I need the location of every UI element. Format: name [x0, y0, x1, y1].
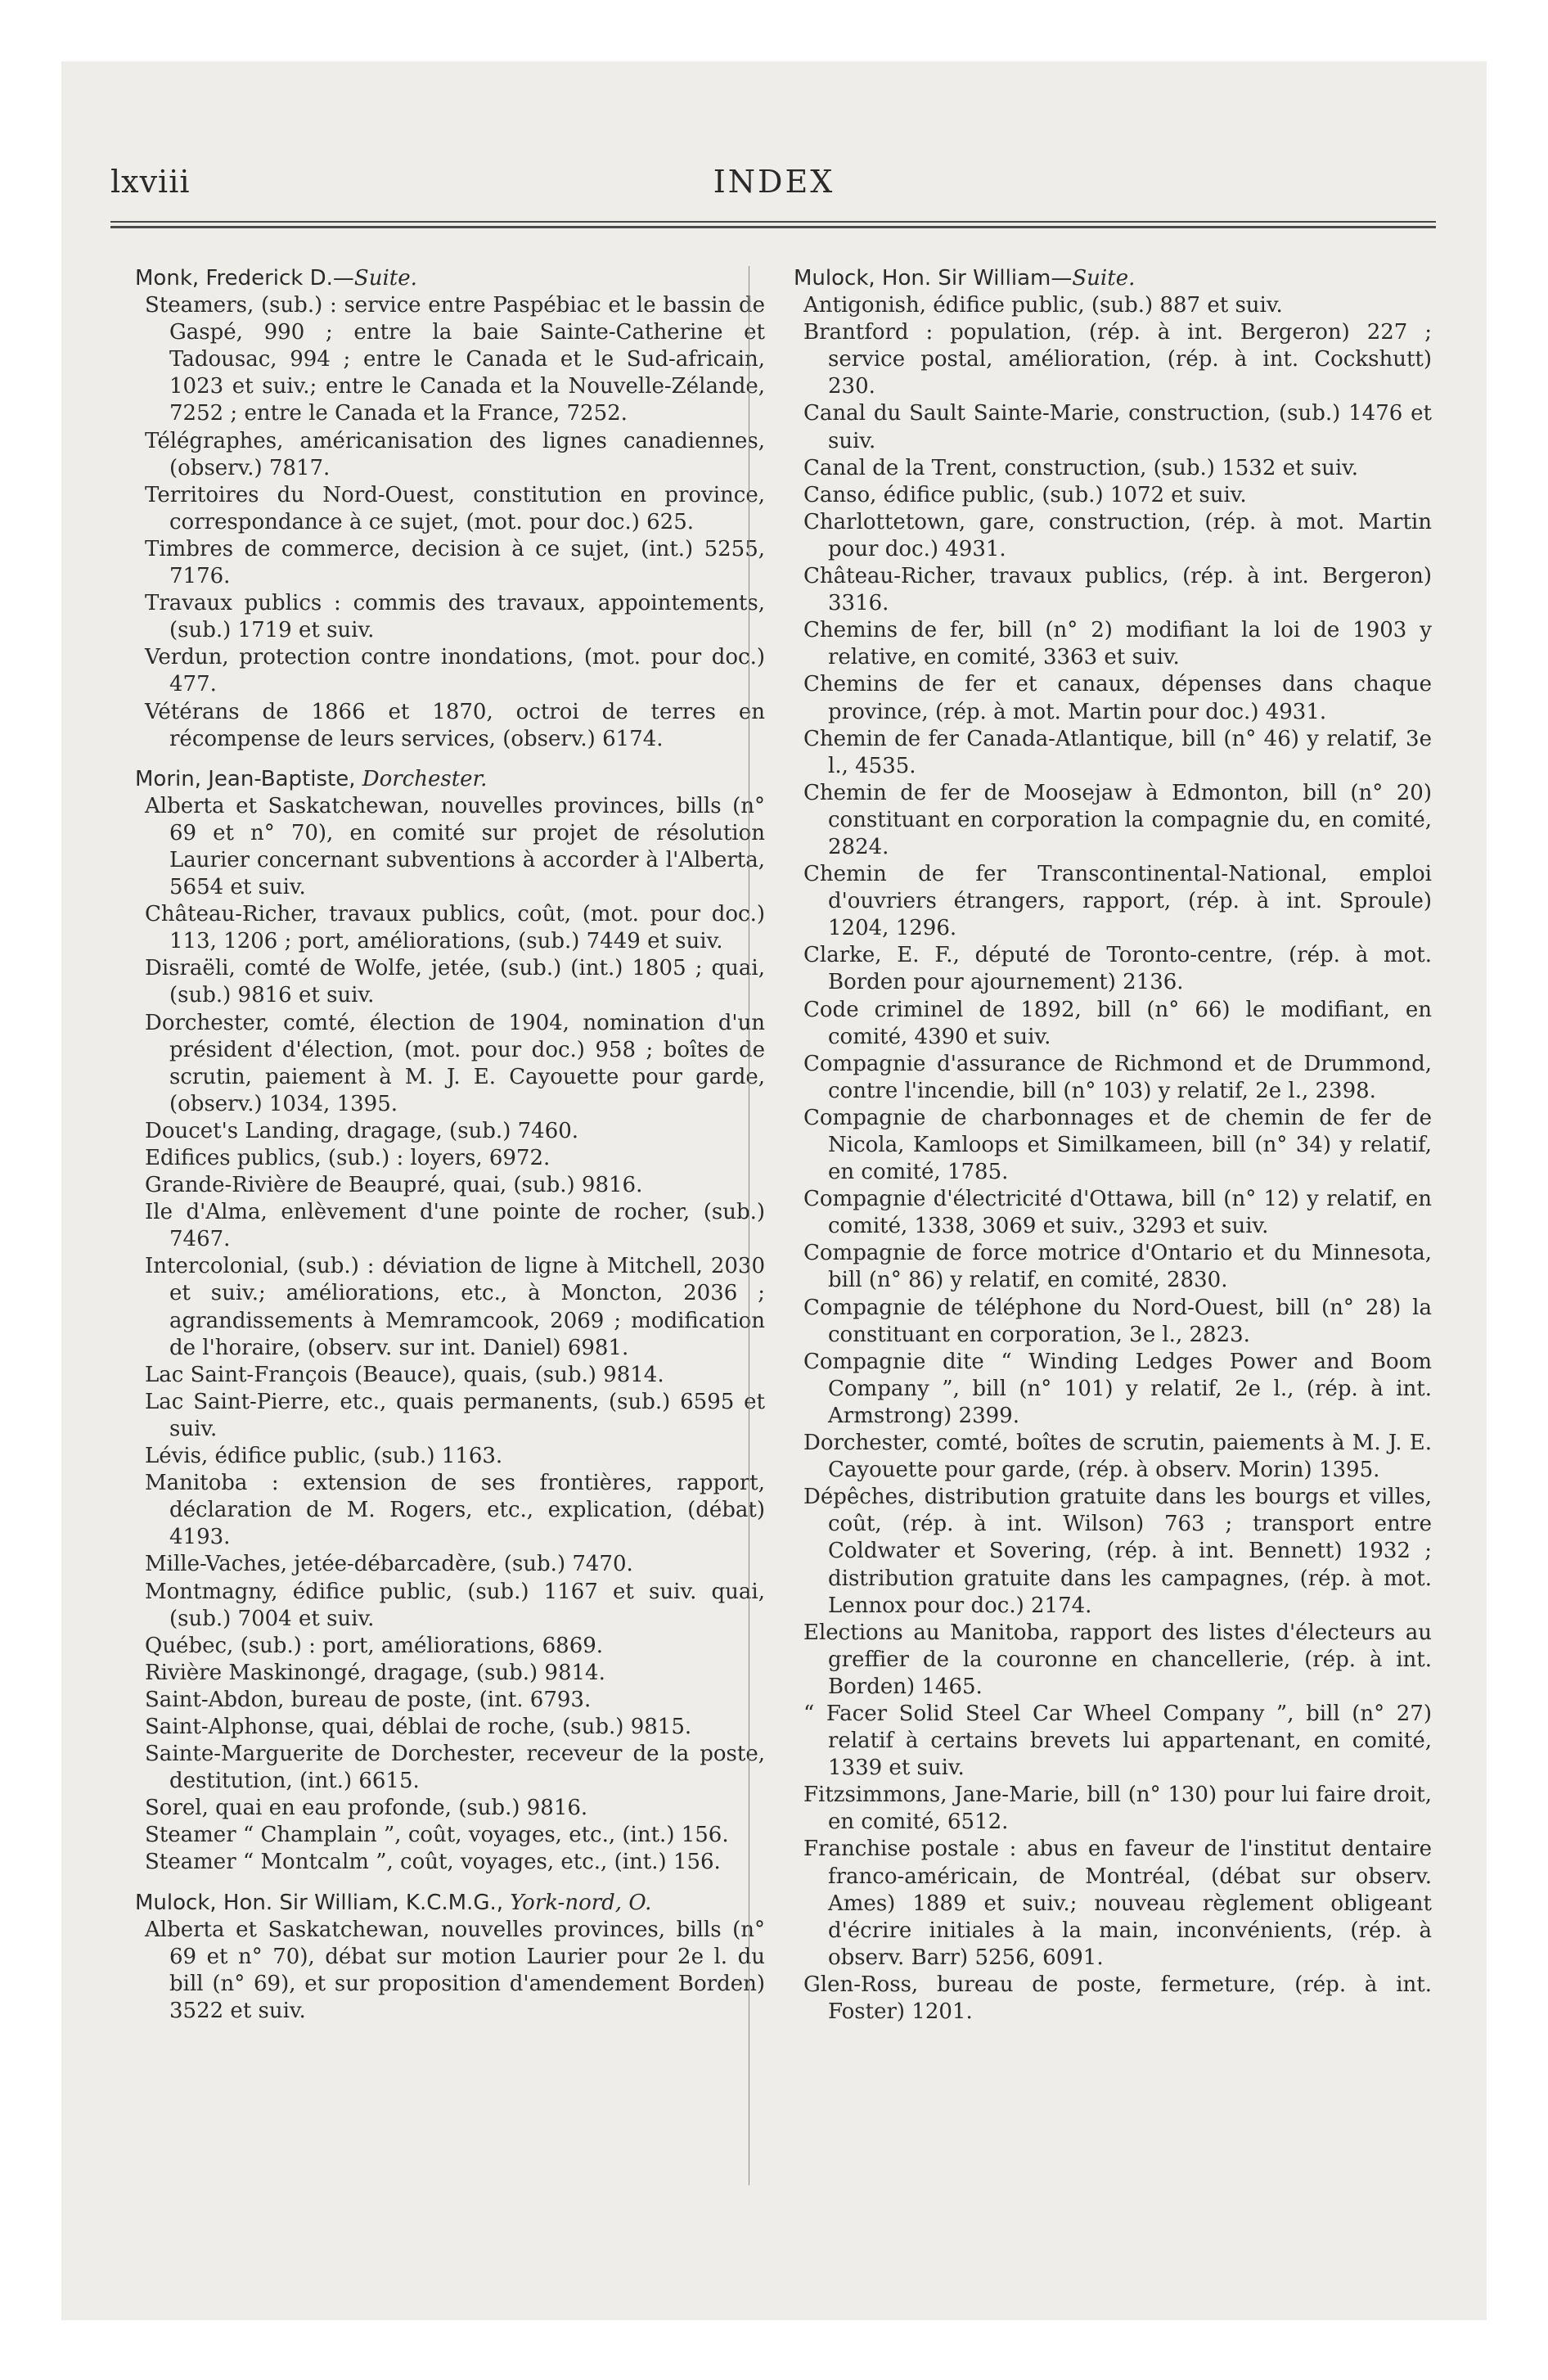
index-entry: Château-Richer, travaux publics, coût, (mot. pour doc.) 113, 1206 ; port, améliorations, (sub.) 7449 et suiv.: [145, 902, 765, 954]
index-entry: Travaux publics : commis des travaux, appointements, (sub.) 1719 et suiv.: [145, 591, 765, 643]
index-entry: Mille-Vaches, jetée-débarcadère, (sub.) 7470.: [145, 1552, 633, 1577]
index-heading-qualifier: Dorchester.: [362, 766, 488, 791]
index-entry: Verdun, protection contre inondations, (mot. pour doc.) 477.: [145, 645, 765, 697]
index-entry: Elections au Manitoba, rapport des listes d'électeurs au greffier de la couronne en chancellerie, (rép. à int. Borden) 1465.: [803, 1620, 1432, 1699]
index-heading-name: Mulock, Hon. Sir William—: [794, 266, 1073, 291]
index-entry: Sainte-Marguerite de Dorchester, receveur de la poste, destitution, (int.) 6615.: [145, 1742, 765, 1794]
index-entry: Clarke, E. F., député de Toronto-centre, (rép. à mot. Borden pour ajournement) 2136.: [803, 943, 1432, 995]
index-entry: Québec, (sub.) : port, améliorations, 6869.: [145, 1633, 604, 1658]
index-heading: [794, 265, 1432, 292]
index-heading-name: Mulock, Hon. Sir William, K.C.M.G.,: [135, 1890, 511, 1915]
index-heading-qualifier: Suite.: [353, 266, 417, 291]
index-entry: Montmagny, édifice public, (sub.) 1167 et suiv. quai, (sub.) 7004 et suiv.: [145, 1579, 765, 1631]
index-entry: Glen-Ross, bureau de poste, fermeture, (rép. à int. Foster) 1201.: [803, 1972, 1432, 2024]
page-folio: lxviii: [110, 164, 191, 200]
index-entry: Compagnie dite “ Winding Ledges Power and Boom Company ”, bill (n° 101) y relatif, 2e l., (rép. à int. Armstrong) 2399.: [803, 1349, 1432, 1428]
index-entry: Steamers, (sub.) : service entre Paspébiac et le bassin de Gaspé, 990 ; entre la baie Sainte-Catherine et Tadousac, 994 ; entre le Canada et le Sud-africain, 1023 et suiv.; entre le Canada et la Nouvelle-Zélande, 7252 ; entre le Canada et la France, 7252.: [145, 293, 765, 426]
index-heading: [135, 766, 765, 793]
index-entry: Lac Saint-François (Beauce), quais, (sub.) 9814.: [145, 1362, 664, 1387]
index-entry: Code criminel de 1892, bill (n° 66) le modifiant, en comité, 4390 et suiv.: [803, 997, 1432, 1049]
index-entry: Dorchester, comté, élection de 1904, nomination d'un président d'élection, (mot. pour doc.) 958 ; boîtes de scrutin, paiement à M. J. E. Cayouette pour garde, (observ.) 1034, 1395.: [145, 1010, 765, 1116]
index-entry: Compagnie de force motrice d'Ontario et du Minnesota, bill (n° 86) y relatif, en comité, 2830.: [803, 1241, 1432, 1293]
index-entry: Intercolonial, (sub.) : déviation de ligne à Mitchell, 2030 et suiv.; améliorations, etc., à Moncton, 2036 ; agrandissements à Memramcook, 2069 ; modification de l'horaire, (observ. sur int. Daniel) 6981.: [145, 1254, 765, 1360]
index-entry: Compagnie d'assurance de Richmond et de Drummond, contre l'incendie, bill (n° 103) y relatif, 2e l., 2398.: [803, 1051, 1432, 1103]
index-entry: Antigonish, édifice public, (sub.) 887 et suiv.: [803, 293, 1283, 318]
index-column-right: [794, 260, 1432, 2026]
index-entry: Doucet's Landing, dragage, (sub.) 7460.: [145, 1118, 579, 1143]
index-entry: Château-Richer, travaux publics, (rép. à int. Bergeron) 3316.: [803, 564, 1432, 616]
index-entry: Steamer “ Montcalm ”, coût, voyages, etc., (int.) 156.: [145, 1850, 721, 1875]
header-rule: [110, 221, 1436, 223]
index-entry: Grande-Rivière de Beaupré, quai, (sub.) 9816.: [145, 1173, 643, 1198]
index-entry: Rivière Maskinongé, dragage, (sub.) 9814.: [145, 1660, 605, 1685]
index-entry: Franchise postale : abus en faveur de l'institut dentaire franco-américain, de Montréal, (débat sur observ. Ames) 1889 et suiv.; nouveau règlement obligeant d'écrire initiales à la main, inconvénients, (rép. à observ. Barr) 5256, 6091.: [803, 1837, 1432, 1970]
index-heading-name: Morin, Jean-Baptiste,: [135, 766, 362, 791]
index-entry: Dorchester, comté, boîtes de scrutin, paiements à M. J. E. Cayouette pour garde, (rép. à observ. Morin) 1395.: [803, 1431, 1432, 1483]
index-entry: Lévis, édifice public, (sub.) 1163.: [145, 1444, 503, 1469]
index-entry: Alberta et Saskatchewan, nouvelles provinces, bills (n° 69 et n° 70), débat sur motion Laurier pour 2e l. du bill (n° 69), et sur proposition d'amendement Borden) 3522 et suiv.: [145, 1917, 765, 2023]
index-entry: Brantford : population, (rép. à int. Bergeron) 227 ; service postal, amélioration, (rép. à int. Cockshutt) 230.: [803, 320, 1432, 399]
section-gap: [135, 753, 765, 761]
index-entry: Chemin de fer Canada-Atlantique, bill (n° 46) y relatif, 3e l., 4535.: [803, 726, 1432, 778]
index-heading-qualifier: York-nord, O.: [510, 1890, 652, 1915]
page-header: [0, 164, 1548, 213]
index-entry: Fitzsimmons, Jane-Marie, bill (n° 130) pour lui faire droit, en comité, 6512.: [803, 1783, 1432, 1835]
index-entry: Territoires du Nord-Ouest, constitution en province, correspondance à ce sujet, (mot. pour doc.) 625.: [145, 482, 765, 534]
index-column-left: [135, 260, 765, 2025]
index-entry: Saint-Alphonse, quai, déblai de roche, (sub.) 9815.: [145, 1714, 692, 1739]
index-entry: Chemins de fer et canaux, dépenses dans chaque province, (rép. à mot. Martin pour doc.) 4931.: [803, 672, 1432, 724]
header-rule-thick: [110, 226, 1436, 228]
page-title: INDEX: [713, 164, 835, 200]
index-entry: Compagnie de charbonnages et de chemin de fer de Nicola, Kamloops et Similkameen, bill (n° 34) y relatif, en comité, 1785.: [803, 1105, 1432, 1185]
index-heading-qualifier: Suite.: [1072, 266, 1136, 291]
index-heading: [135, 1890, 765, 1917]
index-entry: Lac Saint-Pierre, etc., quais permanents, (sub.) 6595 et suiv.: [145, 1389, 765, 1441]
index-entry: Edifices publics, (sub.) : loyers, 6972.: [145, 1146, 551, 1170]
index-entry: Télégraphes, américanisation des lignes canadiennes, (observ.) 7817.: [145, 428, 765, 480]
index-entry: Compagnie de téléphone du Nord-Ouest, bill (n° 28) la constituant en corporation, 3e l., 2823.: [803, 1295, 1432, 1347]
index-entry: Disraëli, comté de Wolfe, jetée, (sub.) (int.) 1805 ; quai, (sub.) 9816 et suiv.: [145, 956, 765, 1008]
index-entry: Canso, édifice public, (sub.) 1072 et suiv.: [803, 482, 1247, 507]
index-entry: Sorel, quai en eau profonde, (sub.) 9816.: [145, 1796, 588, 1821]
index-entry: Dépêches, distribution gratuite dans les bourgs et villes, coût, (rép. à int. Wilson) 763 ; transport entre Coldwater et Sovering, (rép. à int. Bennett) 1932 ; distribution gratuite dans les campagnes, (rép. à mot. Lennox pour doc.) 2174.: [803, 1485, 1432, 1618]
index-entry: Manitoba : extension de ses frontières, rapport, déclaration de M. Rogers, etc., explication, (débat) 4193.: [145, 1471, 765, 1550]
index-entry: Canal de la Trent, construction, (sub.) 1532 et suiv.: [803, 455, 1359, 480]
index-entry: Chemin de fer Transcontinental-National, emploi d'ouvriers étrangers, rapport, (rép. à int. Sproule) 1204, 1296.: [803, 862, 1432, 941]
index-entry: Ile d'Alma, enlèvement d'une pointe de rocher, (sub.) 7467.: [145, 1200, 765, 1252]
index-entry: Steamer “ Champlain ”, coût, voyages, etc., (int.) 156.: [145, 1823, 729, 1848]
index-entry: Canal du Sault Sainte-Marie, construction, (sub.) 1476 et suiv.: [803, 401, 1432, 453]
section-gap: [135, 1877, 765, 1885]
index-entry: Saint-Abdon, bureau de poste, (int. 6793.: [145, 1687, 592, 1712]
index-entry: Chemins de fer, bill (n° 2) modifiant la loi de 1903 y relative, en comité, 3363 et suiv.: [803, 618, 1432, 670]
index-entry: Charlottetown, gare, construction, (rép. à mot. Martin pour doc.) 4931.: [803, 509, 1432, 561]
index-heading: [135, 265, 765, 292]
index-entry: Vétérans de 1866 et 1870, octroi de terres en récompense de leurs services, (observ.) 6174.: [145, 699, 765, 751]
index-entry: Timbres de commerce, decision à ce sujet, (int.) 5255, 7176.: [145, 536, 765, 589]
index-entry: Chemin de fer de Moosejaw à Edmonton, bill (n° 20) constituant en corporation la compagnie du, en comité, 2824.: [803, 780, 1432, 859]
index-entry: Alberta et Saskatchewan, nouvelles provinces, bills (n° 69 et n° 70), en comité sur projet de résolution Laurier concernant subventions à accorder à l'Alberta, 5654 et suiv.: [145, 793, 765, 900]
index-entry: Compagnie d'électricité d'Ottawa, bill (n° 12) y relatif, en comité, 1338, 3069 et suiv., 3293 et suiv.: [803, 1187, 1432, 1239]
index-heading-name: Monk, Frederick D.—: [135, 266, 354, 291]
index-entry: “ Facer Solid Steel Car Wheel Company ”, bill (n° 27) relatif à certains brevets lui appartenant, en comité, 1339 et suiv.: [803, 1701, 1432, 1781]
